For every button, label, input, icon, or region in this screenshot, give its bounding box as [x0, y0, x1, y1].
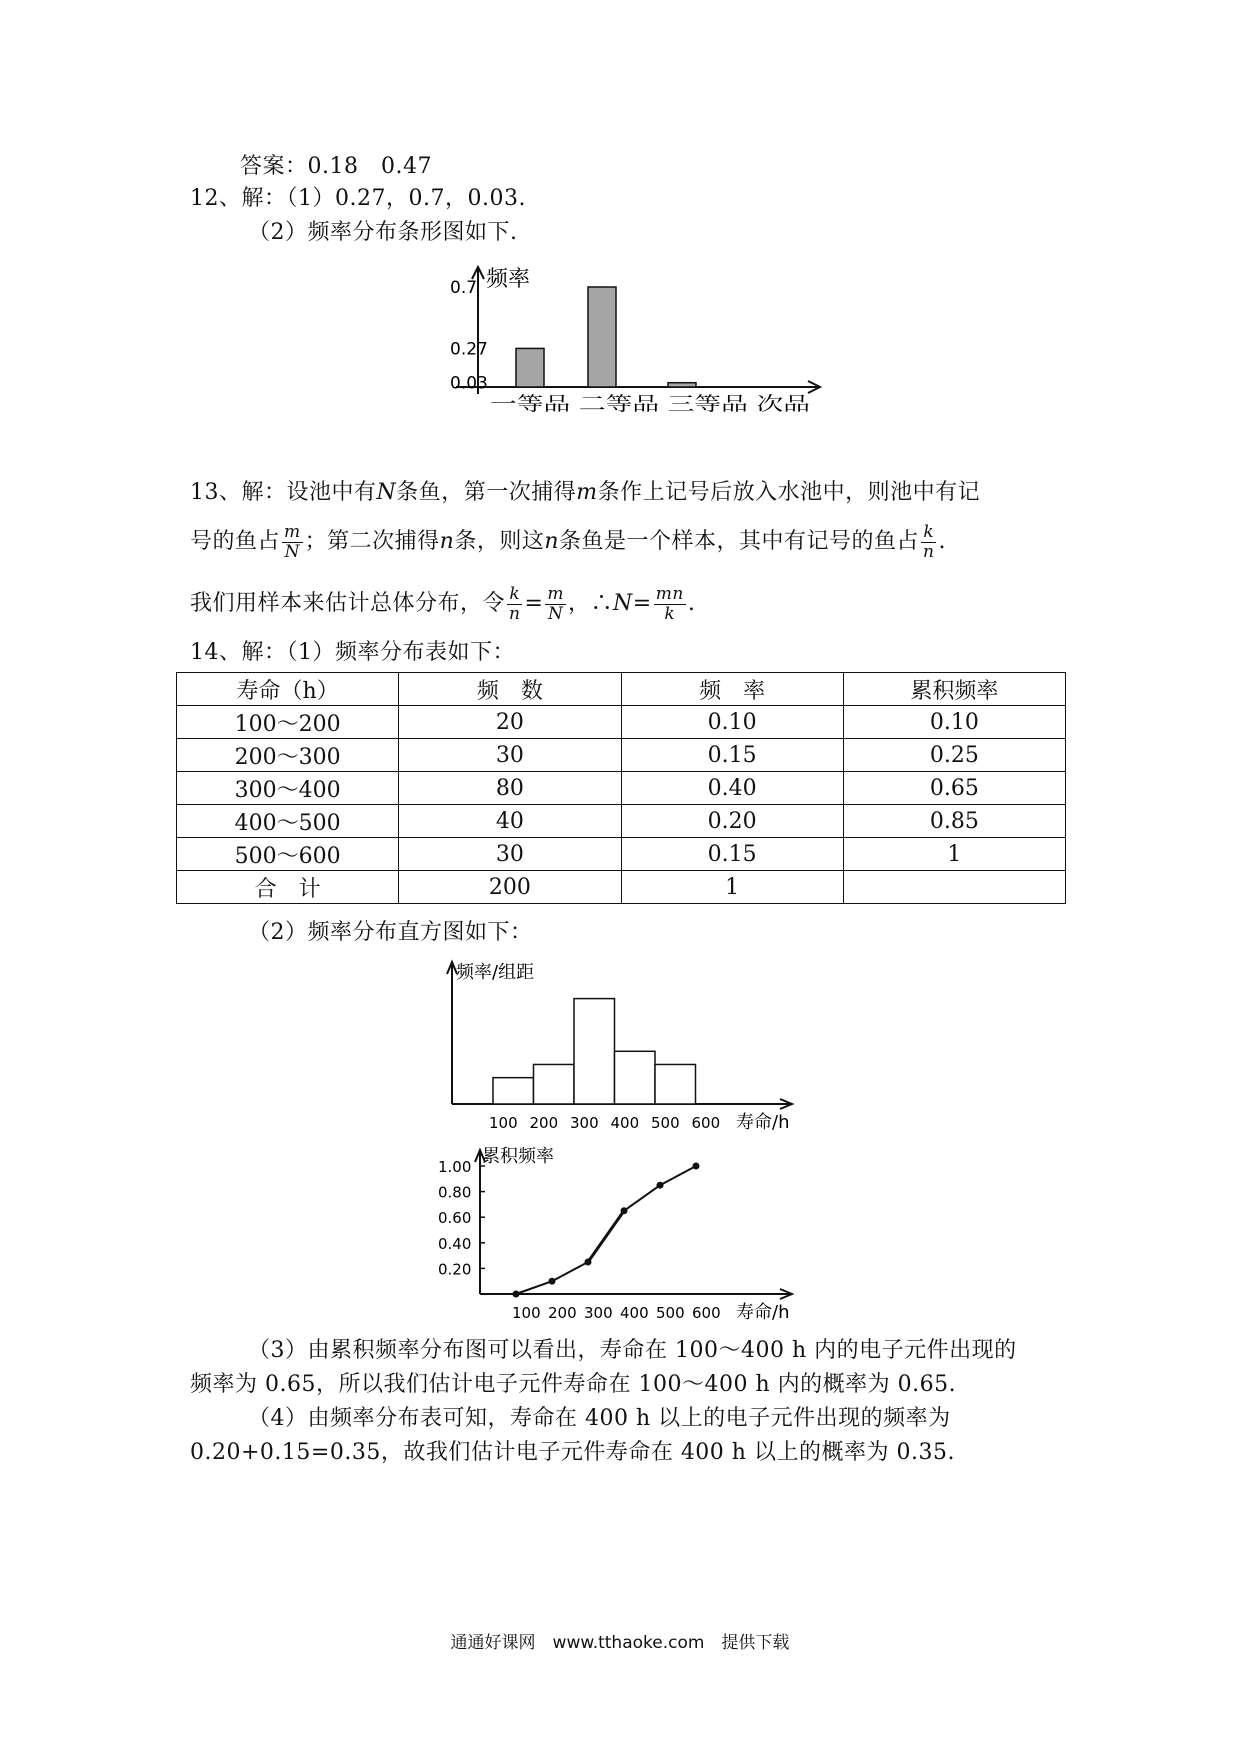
q13-text-2d: 条鱼是一个样本，其中有记号的鱼占: [559, 529, 920, 554]
table-cell: 500～600: [177, 838, 399, 871]
table-row: [177, 706, 1066, 739]
q14-p3-line2: 频率为 0.65，所以我们估计电子元件寿命在 100～400 h 内的概率为 0.65.: [190, 1372, 957, 1397]
q14-p3-line1: （3）由累积频率分布图可以看出，寿命在 100～400 h 内的电子元件出现的: [248, 1338, 1017, 1363]
fraction-m-over-N: [545, 585, 566, 624]
x-tick-label: 300: [570, 1114, 599, 1132]
table-cell: 0.15: [621, 739, 843, 772]
table-row: [177, 838, 1066, 871]
x-axis-label: 寿命/h: [736, 1302, 790, 1323]
table-cell: 频 率: [621, 673, 843, 706]
histogram-bar: [655, 1064, 696, 1104]
histogram-bar: [493, 1078, 534, 1104]
y-axis-label: 累积频率: [482, 1146, 554, 1167]
footer: 通通好课网 www.tthaoke.com 提供下载: [450, 1633, 790, 1653]
frac-num: m: [547, 583, 565, 604]
table-cell: 200～300: [177, 739, 399, 772]
q14-line2: （2）频率分布直方图如下：: [248, 920, 533, 945]
table-cell: 300～400: [177, 772, 399, 805]
bar: [516, 348, 544, 387]
equals-sign: =: [632, 591, 652, 616]
bar-chart-q12: [420, 262, 840, 412]
frac-den: n: [509, 603, 521, 624]
x-tick-label: 600: [692, 1304, 721, 1322]
line-segment: [552, 1262, 588, 1281]
histogram-bar: [574, 999, 615, 1104]
line-segment: [588, 1211, 624, 1262]
table-cell: 频 数: [399, 673, 621, 706]
q13-text-2b: ；第二次捕得: [304, 529, 440, 554]
table-row: [177, 772, 1066, 805]
y-tick-label: 1.00: [438, 1158, 472, 1176]
x-tick-label: 100: [489, 1114, 518, 1132]
fraction-k-over-n: [507, 585, 522, 624]
table-cell: 0.10: [843, 706, 1065, 739]
table-cell: 1: [843, 838, 1065, 871]
table-cell: 0.25: [843, 739, 1065, 772]
q14-line1: 14、解：（1）频率分布表如下：: [190, 640, 515, 665]
table-cell: 0.40: [621, 772, 843, 805]
table-cell: 0.15: [621, 838, 843, 871]
frac-den: n: [923, 541, 935, 562]
y-tick-label: 0.60: [438, 1209, 472, 1228]
q13-text-1c: 条作上记号后放入水池中，则池中有记: [597, 480, 981, 505]
fraction-mn-over-k: [654, 585, 686, 624]
histogram-bar: [615, 1051, 656, 1104]
bar: [668, 383, 696, 387]
table-cell: 0.20: [621, 805, 843, 838]
table-cell: [843, 871, 1065, 904]
y-tick-label: 0.7: [450, 278, 478, 298]
q13-var-N: N: [613, 591, 633, 616]
q13-text-3a: 我们用样本来估计总体分布，令: [190, 591, 506, 616]
y-tick-label: 0.40: [438, 1234, 472, 1253]
table-cell: 40: [399, 805, 621, 838]
y-axis-label: 频率/组距: [456, 962, 535, 983]
line-segment: [624, 1185, 660, 1211]
q13-text-1: 13、解：设池中有: [190, 480, 377, 505]
q13-line2: [190, 522, 946, 562]
frequency-table: [176, 672, 1066, 904]
equals-sign: =: [524, 591, 544, 616]
q12-line2: （2）频率分布条形图如下.: [248, 220, 518, 245]
q13-text-1b: 条鱼，第一次捕得: [396, 480, 577, 505]
q13-text-2a: 号的鱼占: [190, 529, 281, 554]
table-header-row: [177, 673, 1066, 706]
table-cell: 400～500: [177, 805, 399, 838]
bar: [588, 287, 616, 387]
q13-var-m: m: [576, 480, 598, 505]
frac-num: mn: [655, 583, 684, 604]
histogram-bar: [534, 1064, 575, 1104]
frac-num: k: [507, 585, 522, 605]
table-cell: 20: [399, 706, 621, 739]
table-cell: 1: [621, 871, 843, 904]
table-cell: 寿命（h）: [177, 673, 399, 706]
q13-text-2e: .: [938, 529, 946, 554]
table-row: [177, 739, 1066, 772]
data-point: [549, 1278, 556, 1285]
frac-den: k: [664, 603, 676, 624]
table-cell: 30: [399, 838, 621, 871]
data-point: [585, 1259, 592, 1266]
data-point: [621, 1207, 628, 1214]
histogram-chart: [440, 956, 820, 1132]
x-tick-label: 100: [512, 1304, 541, 1322]
x-tick-label: 600: [691, 1114, 721, 1132]
x-tick-label: 500: [651, 1114, 680, 1132]
answer-line: 答案：0.18 0.47: [240, 154, 432, 179]
table-cell: 200: [399, 871, 621, 904]
frac-den: N: [284, 541, 301, 562]
x-tick-label: 400: [620, 1304, 649, 1322]
data-point: [657, 1182, 664, 1189]
table-cell: 合 计: [177, 871, 399, 904]
table-cell: 100～200: [177, 706, 399, 739]
line-segment: [516, 1281, 552, 1294]
table-row: [177, 871, 1066, 904]
y-tick-label: 0.80: [438, 1183, 472, 1202]
x-tick-label: 500: [656, 1304, 685, 1322]
data-point: [693, 1163, 700, 1170]
x-axis-label: 一等品 二等品 三等品 次品: [490, 393, 810, 412]
frac-num: m: [284, 521, 301, 542]
y-tick-label: 0.20: [438, 1260, 472, 1279]
table-cell: 0.10: [621, 706, 843, 739]
table-cell: 0.65: [843, 772, 1065, 805]
data-point: [513, 1291, 520, 1298]
table-cell: 30: [399, 739, 621, 772]
table-cell: 80: [399, 772, 621, 805]
q13-var-n2: n: [544, 529, 560, 554]
y-tick-label: 0.03: [450, 373, 488, 394]
q14-p4-line2: 0.20+0.15=0.35，故我们估计电子元件寿命在 400 h 以上的概率为 0.35.: [190, 1440, 955, 1465]
x-tick-label: 200: [548, 1304, 577, 1322]
table-cell: 0.85: [843, 805, 1065, 838]
x-axis-label: 寿命/h: [736, 1112, 790, 1132]
line-segment: [660, 1166, 696, 1185]
y-tick-label: 0.27: [450, 339, 488, 360]
q14-p4-line1: （4）由频率分布表可知，寿命在 400 h 以上的电子元件出现的频率为: [248, 1406, 951, 1431]
q13-text-3b: ，∴: [568, 591, 614, 616]
table-row: [177, 805, 1066, 838]
fraction-m-over-N: [282, 523, 303, 562]
q13-line1: [190, 478, 980, 508]
fraction-k-over-n: [921, 523, 936, 562]
frac-num: k: [921, 523, 936, 543]
table-cell: 累积频率: [843, 673, 1065, 706]
q13-line3: [190, 584, 695, 624]
y-axis-label: 频率: [486, 267, 531, 292]
x-tick-label: 200: [529, 1114, 559, 1132]
cumulative-line-chart: [436, 1146, 816, 1326]
q13-var-n: n: [439, 529, 455, 554]
frac-den: N: [548, 603, 564, 624]
q13-text-3e: .: [687, 591, 696, 616]
x-tick-label: 400: [610, 1114, 640, 1132]
x-tick-label: 300: [584, 1304, 613, 1322]
q12-line1: 12、解：（1）0.27，0.7，0.03.: [190, 186, 526, 211]
q13-var-N: N: [376, 480, 397, 505]
q13-text-2c: 条，则这: [454, 529, 545, 554]
